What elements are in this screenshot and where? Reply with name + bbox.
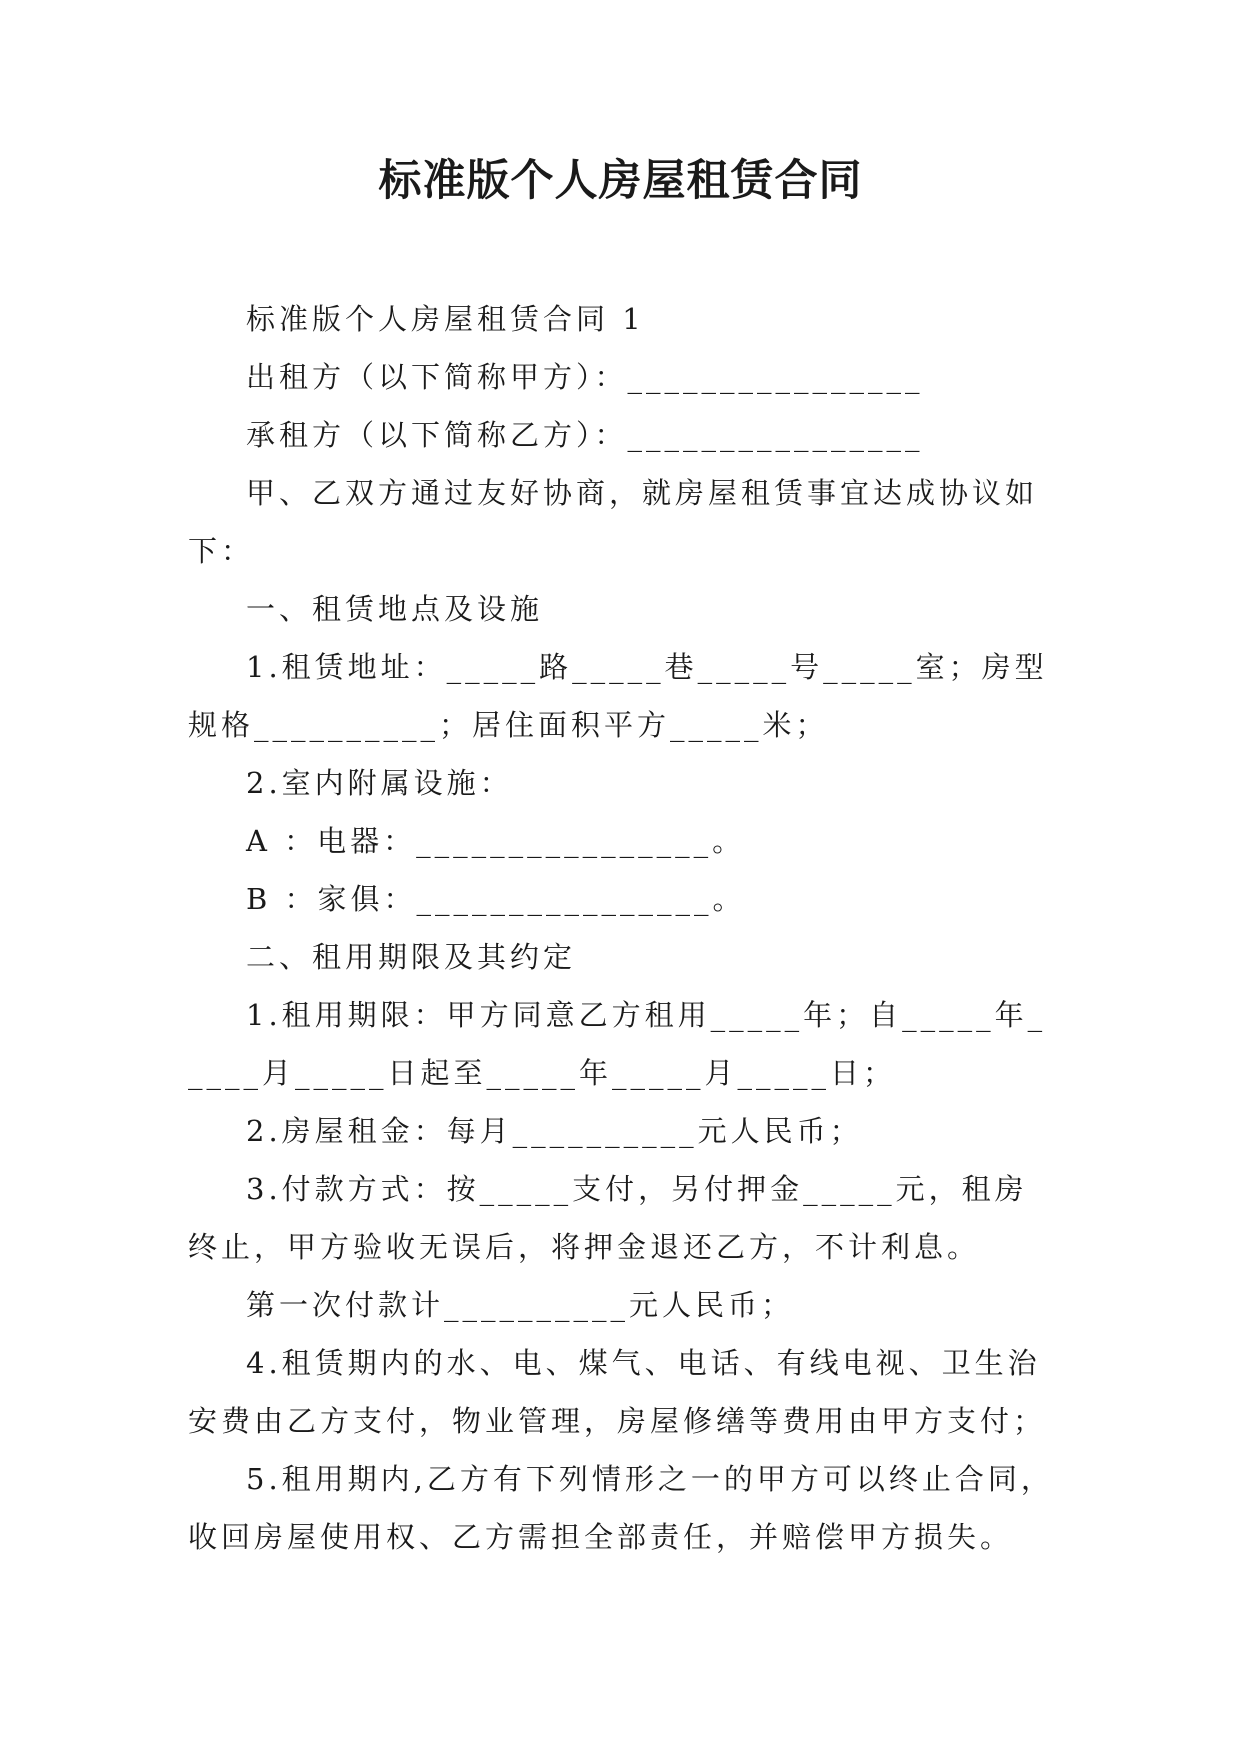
document-body	[188, 290, 1058, 1566]
paragraph-lessee: 承租方（以下简称乙方）：________________	[246, 418, 924, 452]
paragraph-rent: 2.房屋租金：每月__________元人民币；	[246, 1114, 863, 1148]
section-heading-term: 二、租用期限及其约定	[246, 940, 577, 974]
paragraph-address: 1.租赁地址：_____路_____巷_____号_____室；房型规格__________；居住面积平方_____米；	[188, 650, 1048, 742]
paragraph-lessor: 出租方（以下简称甲方）：________________	[246, 360, 924, 394]
paragraph-fees: 4.租赁期内的水、电、煤气、电话、有线电视、卫生治安费由乙方支付，物业管理，房屋修缮等费用由甲方支付；	[188, 1346, 1047, 1438]
paragraph-termination: 5.租用期内,乙方有下列情形之一的甲方可以终止合同，收回房屋使用权、乙方需担全部责任，并赔偿甲方损失。	[188, 1462, 1054, 1554]
paragraph-facilities: 2.室内附属设施：	[246, 766, 513, 800]
paragraph-lease-term: 1.租用期限：甲方同意乙方租用_____年；自_____年_____月_____日起至_____年_____月_____日；	[188, 998, 1047, 1090]
paragraph-first-payment: 第一次付款计__________元人民币；	[246, 1288, 795, 1322]
section-heading-location: 一、租赁地点及设施	[246, 592, 544, 626]
paragraph-payment-method: 3.付款方式：按_____支付，另付押金_____元，租房终止，甲方验收无误后，将押金退还乙方，不计利息。	[188, 1172, 1028, 1264]
paragraph-furniture: B ：家俱：________________。	[246, 882, 746, 916]
document-title: 标准版个人房屋租赁合同	[378, 156, 863, 206]
paragraph-agreement-intro: 甲、乙双方通过友好协商，就房屋租赁事宜达成协议如下：	[188, 476, 1039, 568]
paragraph-subtitle: 标准版个人房屋租赁合同 1	[246, 302, 645, 336]
paragraph-appliances: A ：电器：________________。	[246, 824, 746, 858]
